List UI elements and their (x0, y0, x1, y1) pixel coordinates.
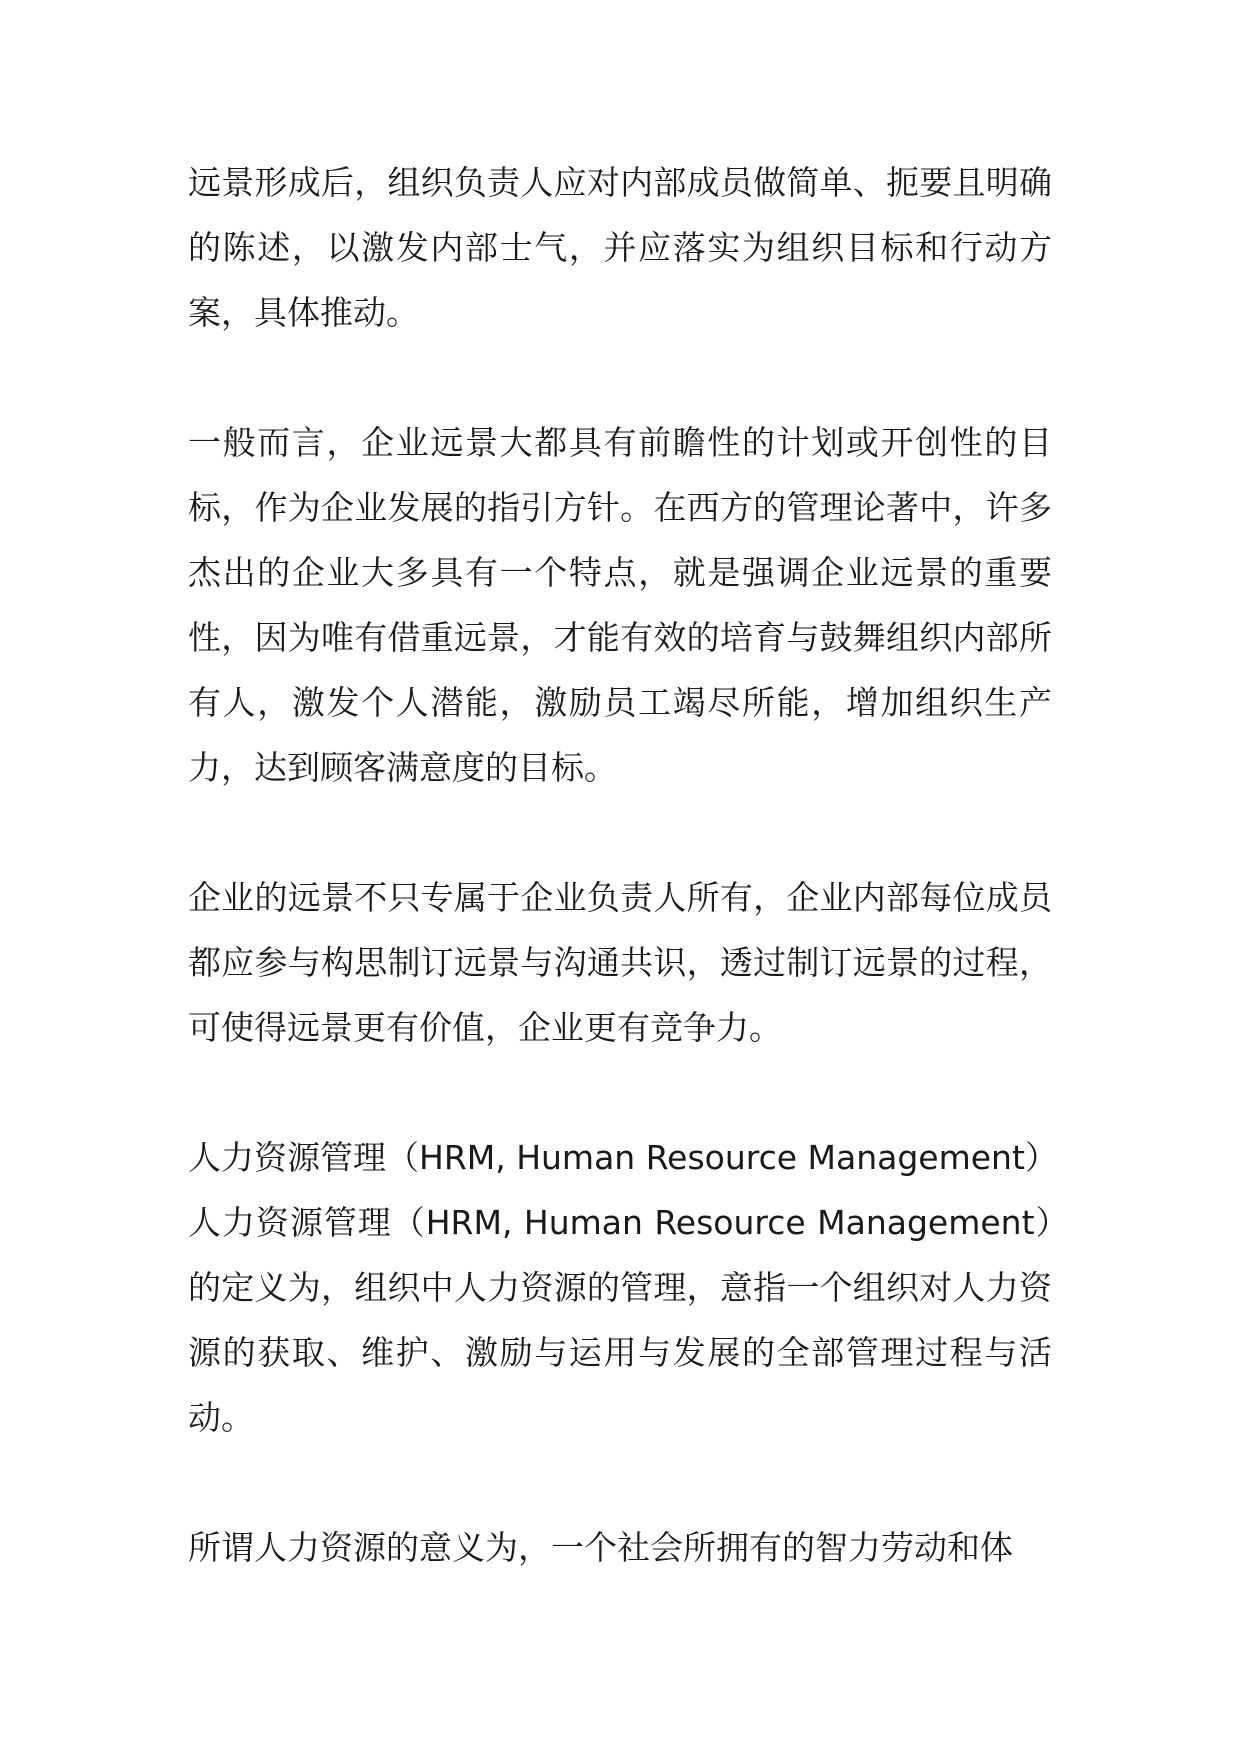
section-heading-hrm: 人力资源管理（HRM, Human Resource Management） (188, 1138, 1058, 1177)
document-body (188, 150, 1058, 1645)
paragraph-vision-statement: 远景形成后，组织负责人应对内部成员做简单、扼要且明确的陈述，以激发内部士气，并应落实为组织目标和行动方案，具体推动。 (188, 163, 1052, 332)
paragraph-vision-importance: 一般而言，企业远景大都具有前瞻性的计划或开创性的目标，作为企业发展的指引方针。在西方的管理论著中，许多杰出的企业大多具有一个特点，就是强调企业远景的重要性，因为唯有借重远景，才能有效的培育与鼓舞组织内部所有人，激发个人潜能，激励员工竭尽所能，增加组织生产力，达到顾客满意度的目标。 (188, 423, 1052, 787)
paragraph-hrm-definition: 人力资源管理（HRM, Human Resource Management）的定义为，组织中人力资源的管理，意指一个组织对人力资源的获取、维护、激励与运用与发展的全部管理过程与活动。 (188, 1203, 1052, 1437)
paragraph-vision-participation: 企业的远景不只专属于企业负责人所有，企业内部每位成员都应参与构思制订远景与沟通共识，透过制订远景的过程，可使得远景更有价值，企业更有竞争力。 (188, 878, 1052, 1047)
paragraph-human-resource-meaning: 所谓人力资源的意义为，一个社会所拥有的智力劳动和体 (188, 1528, 1013, 1567)
